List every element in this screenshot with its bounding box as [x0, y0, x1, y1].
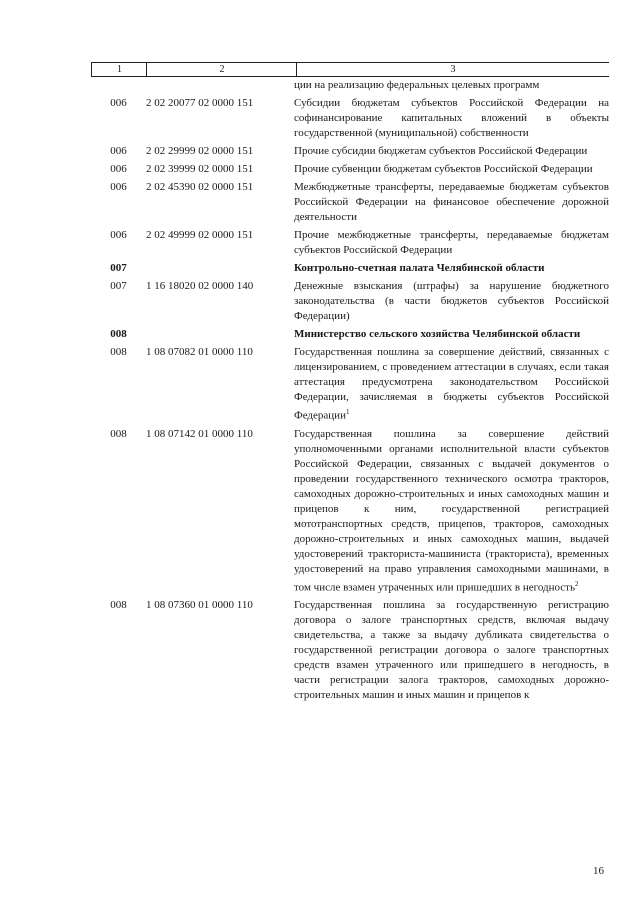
row-spacer — [91, 703, 609, 706]
admin-code: 008 — [110, 328, 127, 340]
description-text: ции на реализацию федеральных целевых программ — [294, 79, 540, 91]
revenue-description — [294, 345, 609, 424]
table-row — [91, 427, 609, 596]
admin-code: 006 — [110, 145, 127, 157]
description-text: Государственная пошлина за совершение действий уполномоченными органами исполнительной власти субъектов Российской Федерации, связанных с выдачей документов о проведении государственного технического осмотра тракторов, самоходных дорожно-строительных и иных самоходных машин и прицепов к ним, государственной регистрацией мототранспортных средств, прицепов, тракторов, самоходных дорожно-строительных и иных самоходных машин, выдачей удостоверений тракториста-машиниста (тракториста), временных удостоверений на право управления самоходными машинами, в том числе взамен утраченных или пришедших в негодность — [294, 427, 609, 594]
description-text: Прочие межбюджетные трансферты, передаваемые бюджетам субъектов Российской Федерации — [294, 229, 609, 256]
table-row — [91, 96, 609, 141]
description-text: Государственная пошлина за совершение действий, связанных с лицензированием, с проведением аттестации в случаях, если такая аттестация предусмотрена законодательством Российской Федерации, зачисляемая в бюджеты субъектов Российской Федерации — [294, 346, 609, 422]
section-header-row — [91, 261, 609, 276]
header-col-2: 2 — [146, 63, 297, 76]
description-text: Прочие субвенции бюджетам субъектов Российской Федерации — [294, 163, 593, 175]
admin-code: 008 — [110, 599, 127, 612]
revenue-description — [294, 598, 609, 703]
table-row — [91, 279, 609, 324]
revenue-description — [294, 427, 609, 596]
table-row — [91, 598, 609, 703]
revenue-description — [294, 228, 609, 258]
admin-code: 006 — [110, 163, 127, 175]
revenue-description — [294, 261, 609, 276]
table-row — [91, 180, 609, 225]
revenue-description — [294, 279, 609, 324]
page-number: 16 — [593, 865, 604, 877]
budget-classification-code: 1 08 07360 01 0000 110 — [146, 599, 253, 612]
description-text: Прочие субсидии бюджетам субъектов Российской Федерации — [294, 145, 588, 157]
budget-classification-code: 2 02 39999 02 0000 151 — [146, 163, 254, 175]
description-text: Денежные взыскания (штрафы) за нарушение бюджетного законодательства (в части бюджетов субъектов Российской Федерации) — [294, 280, 609, 322]
admin-code: 006 — [110, 181, 127, 193]
description-text: Межбюджетные трансферты, передаваемые бюджетам субъектов Российской Федерации на финансовое обеспечение дорожной деятельности — [294, 181, 609, 223]
description-text: Контрольно-счетная палата Челябинской области — [294, 262, 545, 274]
budget-classification-code: 2 02 49999 02 0000 151 — [146, 229, 254, 241]
budget-classification-code: 1 16 18020 02 0000 140 — [146, 280, 254, 292]
description-text: Субсидии бюджетам субъектов Российской Федерации на софинансирование капитальных вложений в объекты государственной (муниципальной) собственности — [294, 97, 609, 139]
admin-code: 007 — [110, 262, 127, 274]
revenue-description — [294, 180, 609, 225]
revenue-description — [294, 162, 609, 177]
table-header — [91, 63, 609, 77]
header-col-3: 3 — [296, 63, 609, 76]
section-header-row — [91, 327, 609, 342]
admin-code: 007 — [110, 280, 127, 292]
description-text: Министерство сельского хозяйства Челябинской области — [294, 328, 581, 340]
admin-code: 008 — [110, 346, 127, 358]
budget-classification-code: 2 02 45390 02 0000 151 — [146, 181, 254, 193]
table-row — [91, 345, 609, 424]
budget-classification-code: 2 02 29999 02 0000 151 — [146, 145, 254, 157]
footnote-mark: 1 — [345, 408, 350, 416]
table-row — [91, 144, 609, 159]
description-text: Государственная пошлина за государственную регистрацию договора о залоге транспортных средств, включая выдачу свидетельства, а также за выдачу дубликата свидетельства о государственной регистрации договора о залоге транспортных средств взамен утраченного или пришедшего в негодность, в части регистрации залога тракторов, самоходных дорожно-строительных машин и иных машин и прицепов к — [294, 599, 609, 702]
admin-code: 006 — [110, 97, 127, 109]
admin-code: 006 — [110, 229, 127, 241]
footnote-mark: 2 — [575, 579, 579, 588]
table-row — [91, 228, 609, 258]
table-row — [91, 78, 609, 93]
budget-classification-code: 1 08 07142 01 0000 110 — [146, 427, 253, 440]
revenue-description — [294, 327, 609, 342]
table-body — [91, 78, 609, 706]
revenue-description — [294, 78, 609, 93]
revenue-description — [294, 96, 609, 141]
header-col-1: 1 — [91, 63, 147, 76]
revenue-description — [294, 144, 609, 159]
budget-classification-code: 1 08 07082 01 0000 110 — [146, 346, 253, 358]
admin-code: 008 — [110, 427, 127, 440]
table-row — [91, 162, 609, 177]
budget-classification-code: 2 02 20077 02 0000 151 — [146, 97, 254, 109]
